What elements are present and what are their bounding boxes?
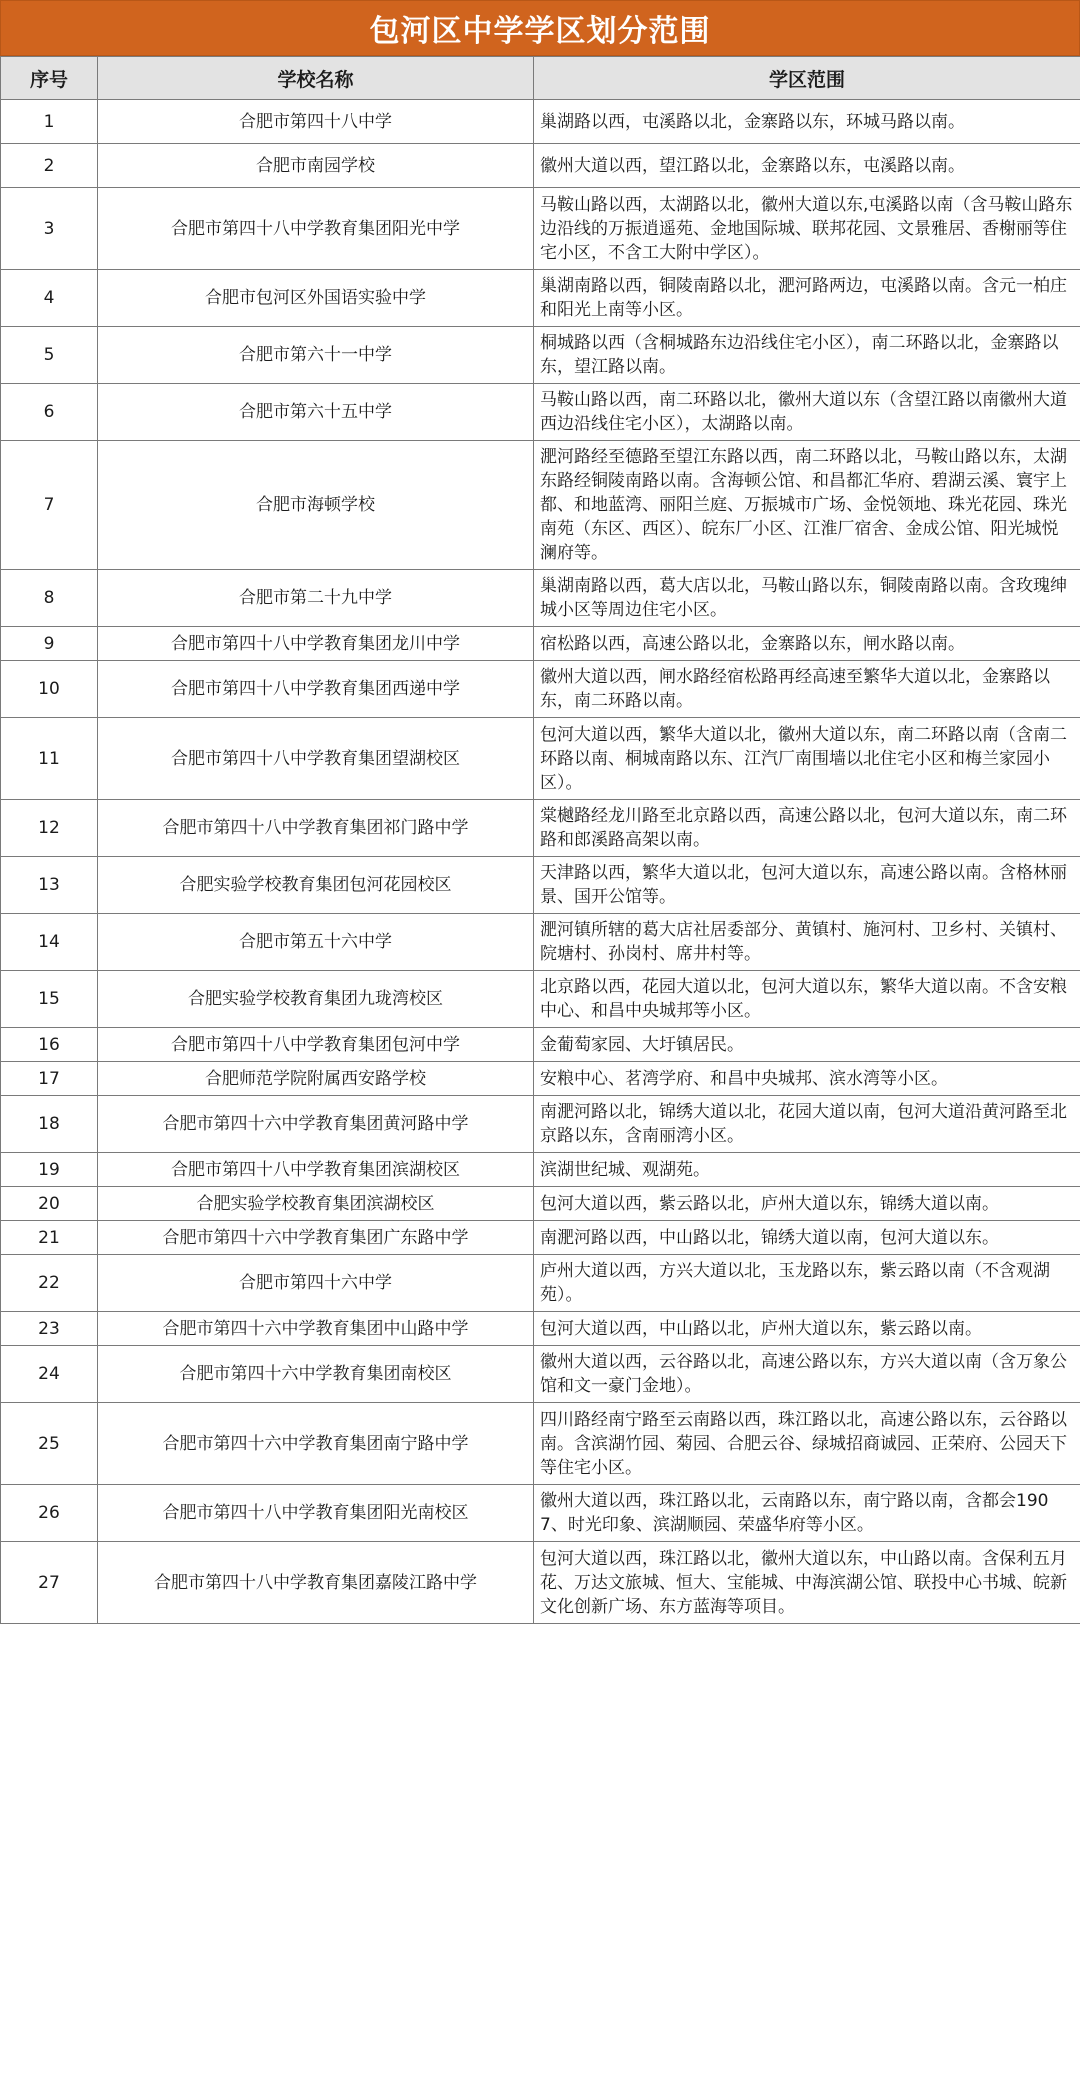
row-number: 8 (1, 570, 98, 627)
table-header-row (1, 57, 1080, 100)
table-row (1, 1096, 1080, 1153)
row-number: 9 (1, 627, 98, 661)
district-area: 天津路以西，繁华大道以北，包河大道以东，高速公路以南。含格林丽景、国开公馆等。 (534, 857, 1080, 914)
school-name: 合肥市包河区外国语实验中学 (98, 270, 534, 327)
district-area: 马鞍山路以西，南二环路以北，徽州大道以东（含望江路以南徽州大道西边沿线住宅小区），太湖路以南。 (534, 384, 1080, 441)
district-area: 淝河路经至德路至望江东路以西，南二环路以北，马鞍山路以东，太湖东路经铜陵南路以南。含海顿公馆、和昌都汇华府、碧湖云溪、寰宇上都、和地蓝湾、丽阳兰庭、万振城市广场、金悦领地、珠光花园、珠光南苑（东区、西区）、皖东厂小区、江淮厂宿舍、金成公馆、阳光城悦澜府等。 (534, 441, 1080, 570)
district-area: 庐州大道以西，方兴大道以北，玉龙路以东，紫云路以南（不含观湖苑）。 (534, 1255, 1080, 1312)
table-row (1, 1312, 1080, 1346)
district-area: 徽州大道以西，云谷路以北，高速公路以东，方兴大道以南（含万象公馆和文一豪门金地）。 (534, 1346, 1080, 1403)
district-area: 马鞍山路以西，太湖路以北，徽州大道以东,屯溪路以南（含马鞍山路东边沿线的万振逍遥苑、金地国际城、联邦花园、文景雅居、香榭丽等住宅小区，不含工大附中学区）。 (534, 188, 1080, 270)
district-area: 滨湖世纪城、观湖苑。 (534, 1153, 1080, 1187)
row-number: 10 (1, 661, 98, 718)
district-area: 桐城路以西（含桐城路东边沿线住宅小区），南二环路以北，金寨路以东，望江路以南。 (534, 327, 1080, 384)
table-row (1, 384, 1080, 441)
row-number: 19 (1, 1153, 98, 1187)
district-area: 包河大道以西，中山路以北，庐州大道以东，紫云路以南。 (534, 1312, 1080, 1346)
row-number: 27 (1, 1542, 98, 1624)
table-row (1, 971, 1080, 1028)
table-row (1, 1062, 1080, 1096)
school-name: 合肥市第四十八中学教育集团望湖校区 (98, 718, 534, 800)
district-area: 宿松路以西，高速公路以北，金寨路以东，闸水路以南。 (534, 627, 1080, 661)
school-name: 合肥市南园学校 (98, 144, 534, 188)
district-area: 棠樾路经龙川路至北京路以西，高速公路以北，包河大道以东，南二环路和郎溪路高架以南。 (534, 800, 1080, 857)
row-number: 4 (1, 270, 98, 327)
district-area: 包河大道以西，珠江路以北，徽州大道以东，中山路以南。含保利五月花、万达文旅城、恒大、宝能城、中海滨湖公馆、联投中心书城、皖新文化创新广场、东方蓝海等项目。 (534, 1542, 1080, 1624)
row-number: 14 (1, 914, 98, 971)
district-area: 巢湖南路以西，葛大店以北，马鞍山路以东，铜陵南路以南。含玫瑰绅城小区等周边住宅小区。 (534, 570, 1080, 627)
table-row (1, 627, 1080, 661)
row-number: 15 (1, 971, 98, 1028)
header-area: 学区范围 (534, 57, 1080, 100)
table-row (1, 800, 1080, 857)
district-area: 安粮中心、茗湾学府、和昌中央城邦、滨水湾等小区。 (534, 1062, 1080, 1096)
school-name: 合肥实验学校教育集团包河花园校区 (98, 857, 534, 914)
school-name: 合肥市第六十一中学 (98, 327, 534, 384)
table-row (1, 441, 1080, 570)
header-no: 序号 (1, 57, 98, 100)
district-area: 徽州大道以西，望江路以北，金寨路以东，屯溪路以南。 (534, 144, 1080, 188)
school-name: 合肥市第四十八中学教育集团龙川中学 (98, 627, 534, 661)
district-area: 淝河镇所辖的葛大店社居委部分、黄镇村、施河村、卫乡村、关镇村、院塘村、孙岗村、席井村等。 (534, 914, 1080, 971)
school-name: 合肥市第四十六中学教育集团中山路中学 (98, 1312, 534, 1346)
district-area: 金葡萄家园、大圩镇居民。 (534, 1028, 1080, 1062)
row-number: 23 (1, 1312, 98, 1346)
row-number: 5 (1, 327, 98, 384)
school-name: 合肥市第六十五中学 (98, 384, 534, 441)
district-area: 四川路经南宁路至云南路以西，珠江路以北，高速公路以东，云谷路以南。含滨湖竹园、菊园、合肥云谷、绿城招商诚园、正荣府、公园天下等住宅小区。 (534, 1403, 1080, 1485)
table-row (1, 144, 1080, 188)
table-row (1, 188, 1080, 270)
row-number: 16 (1, 1028, 98, 1062)
district-area: 巢湖路以西，屯溪路以北，金寨路以东，环城马路以南。 (534, 100, 1080, 144)
school-name: 合肥市第四十八中学教育集团包河中学 (98, 1028, 534, 1062)
school-name: 合肥市第四十八中学 (98, 100, 534, 144)
table-row (1, 1403, 1080, 1485)
table-row (1, 100, 1080, 144)
row-number: 12 (1, 800, 98, 857)
school-name: 合肥实验学校教育集团九珑湾校区 (98, 971, 534, 1028)
row-number: 17 (1, 1062, 98, 1096)
district-area: 南淝河路以西，中山路以北，锦绣大道以南，包河大道以东。 (534, 1221, 1080, 1255)
row-number: 13 (1, 857, 98, 914)
school-name: 合肥市第四十六中学教育集团黄河路中学 (98, 1096, 534, 1153)
row-number: 21 (1, 1221, 98, 1255)
row-number: 20 (1, 1187, 98, 1221)
table-row (1, 270, 1080, 327)
table-row (1, 914, 1080, 971)
table-row (1, 1542, 1080, 1624)
school-name: 合肥市第四十八中学教育集团阳光南校区 (98, 1485, 534, 1542)
table-row (1, 1346, 1080, 1403)
table-row (1, 857, 1080, 914)
row-number: 7 (1, 441, 98, 570)
district-area: 徽州大道以西，珠江路以北，云南路以东，南宁路以南，含都会1907、时光印象、滨湖顺园、荣盛华府等小区。 (534, 1485, 1080, 1542)
table-row (1, 1485, 1080, 1542)
table-row (1, 327, 1080, 384)
school-name: 合肥市第四十六中学教育集团广东路中学 (98, 1221, 534, 1255)
row-number: 26 (1, 1485, 98, 1542)
table-row (1, 1187, 1080, 1221)
school-name: 合肥市第五十六中学 (98, 914, 534, 971)
district-area: 南淝河路以北，锦绣大道以北，花园大道以南，包河大道沿黄河路至北京路以东，含南丽湾小区。 (534, 1096, 1080, 1153)
row-number: 25 (1, 1403, 98, 1485)
school-name: 合肥市第四十六中学教育集团南宁路中学 (98, 1403, 534, 1485)
row-number: 22 (1, 1255, 98, 1312)
district-area: 包河大道以西，繁华大道以北，徽州大道以东，南二环路以南（含南二环路以南、桐城南路以东、江汽厂南围墙以北住宅小区和梅兰家园小区）。 (534, 718, 1080, 800)
page-title: 包河区中学学区划分范围 (0, 0, 1080, 56)
district-area: 徽州大道以西，闸水路经宿松路再经高速至繁华大道以北，金寨路以东，南二环路以南。 (534, 661, 1080, 718)
school-name: 合肥市第四十八中学教育集团祁门路中学 (98, 800, 534, 857)
row-number: 3 (1, 188, 98, 270)
school-name: 合肥市第四十八中学教育集团阳光中学 (98, 188, 534, 270)
table-row (1, 570, 1080, 627)
table-row (1, 1221, 1080, 1255)
table-row (1, 1153, 1080, 1187)
district-area: 北京路以西，花园大道以北，包河大道以东，繁华大道以南。不含安粮中心、和昌中央城邦等小区。 (534, 971, 1080, 1028)
school-name: 合肥师范学院附属西安路学校 (98, 1062, 534, 1096)
table-row (1, 1028, 1080, 1062)
header-school: 学校名称 (98, 57, 534, 100)
district-area: 包河大道以西，紫云路以北，庐州大道以东，锦绣大道以南。 (534, 1187, 1080, 1221)
school-name: 合肥市第四十八中学教育集团嘉陵江路中学 (98, 1542, 534, 1624)
table-row (1, 1255, 1080, 1312)
district-area: 巢湖南路以西，铜陵南路以北，淝河路两边，屯溪路以南。含元一柏庄和阳光上南等小区。 (534, 270, 1080, 327)
row-number: 18 (1, 1096, 98, 1153)
school-name: 合肥市第四十八中学教育集团滨湖校区 (98, 1153, 534, 1187)
school-district-table (0, 56, 1080, 1624)
row-number: 2 (1, 144, 98, 188)
row-number: 6 (1, 384, 98, 441)
school-name: 合肥市海顿学校 (98, 441, 534, 570)
school-name: 合肥市第四十八中学教育集团西递中学 (98, 661, 534, 718)
school-name: 合肥市第二十九中学 (98, 570, 534, 627)
school-name: 合肥市第四十六中学教育集团南校区 (98, 1346, 534, 1403)
row-number: 24 (1, 1346, 98, 1403)
row-number: 1 (1, 100, 98, 144)
table-row (1, 661, 1080, 718)
row-number: 11 (1, 718, 98, 800)
school-name: 合肥市第四十六中学 (98, 1255, 534, 1312)
school-name: 合肥实验学校教育集团滨湖校区 (98, 1187, 534, 1221)
table-row (1, 718, 1080, 800)
